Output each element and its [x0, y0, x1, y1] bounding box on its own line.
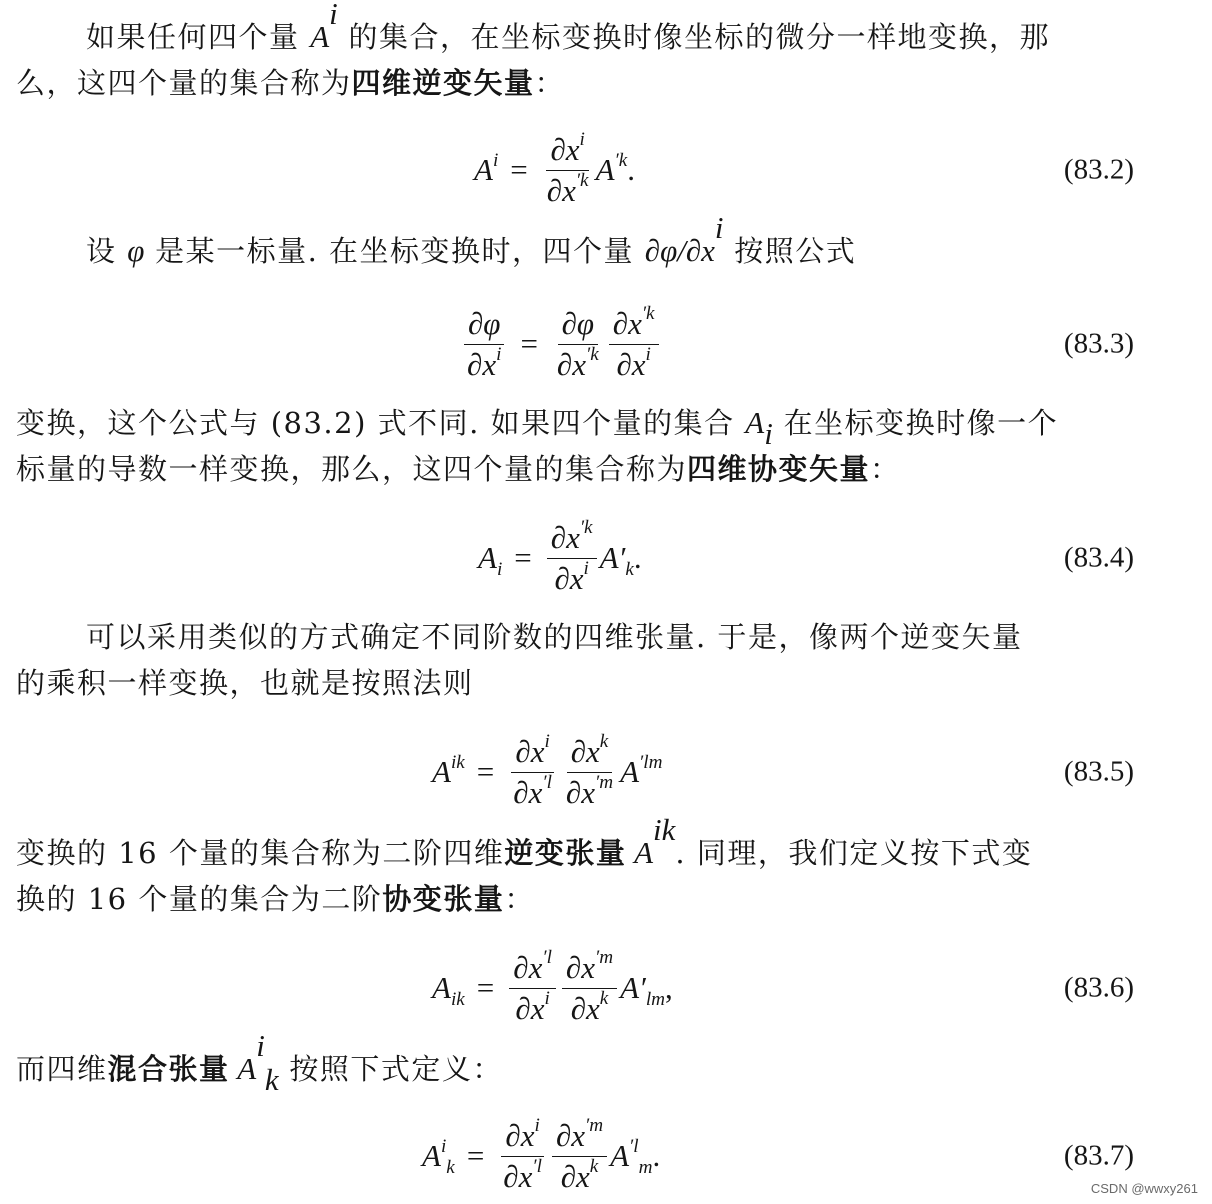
term-mixed-tensor: 混合张量	[107, 1052, 230, 1086]
paragraph-contravariant-vector	[16, 0, 1136, 106]
text-line: 么，这四个量的集合称为四维逆变矢量：	[16, 66, 566, 100]
equation-number: (83.4)	[1063, 541, 1134, 574]
equation-83-5: $A^{ik}$ = $\frac{\partial x^i}{\partial x^{'l}}$ $\frac{\partial x^k}{\partial x^{'m}}$ $A^{'lm}$ (83.5)	[432, 731, 1134, 810]
equation-83-7: $A^i_k$ = $\frac{\partial x^i}{\partial x^{'l}}$ $\frac{\partial x^{'m}}{\partial x^k}$ $A^{'l}_m$ . (83.7)	[422, 1115, 1134, 1194]
equation-number: (83.2)	[1063, 153, 1134, 186]
text-line: 变换，这个公式与 (83.2) 式不同. 如果四个量的集合 $A_i$ 在坐标变换时像一个	[16, 405, 1059, 451]
text-line: 的乘积一样变换，也就是按照法则	[16, 666, 474, 700]
text-line: 可以采用类似的方式确定不同阶数的四维张量. 于是，像两个逆变矢量	[86, 620, 1023, 654]
text-line: 标量的导数一样变换，那么，这四个量的集合称为四维协变矢量：	[16, 452, 901, 486]
equation-number: (83.7)	[1063, 1139, 1134, 1172]
text-line: 如果任何四个量 $A^i$ 的集合，在坐标变换时像坐标的微分一样地变换，那	[86, 0, 1051, 54]
equation-83-3: $\frac{\partial\varphi}{\partial x^i}$ = $\frac{\partial\varphi}{\partial x^{'k}}$ $\frac{\partial x^{'k}}{\partial x^i}$ (83.3)	[0, 302, 1212, 386]
paragraph-mixed-tensor	[16, 1027, 1136, 1097]
equation-83-4: $A_i$ = $\frac{\partial x^{'k}}{\partial x^i}$ $A'_k$ . (83.4)	[478, 517, 1134, 596]
text-line: 设 φ 是某一标量. 在坐标变换时，四个量 $\partial\varphi/\partial x^i$ 按照公式	[86, 209, 857, 268]
equation-number: (83.6)	[1063, 971, 1134, 1004]
term-contravariant-vector: 四维逆变矢量	[351, 66, 535, 100]
paragraph-covariant-vector	[16, 400, 1136, 492]
equation-number: (83.3)	[1063, 327, 1134, 360]
equation-number: (83.5)	[1063, 755, 1134, 788]
paragraph-scalar	[16, 209, 1136, 274]
text-line: 变换的 16 个量的集合称为二阶四维逆变张量 $A^{ik}$. 同理，我们定义按下式变	[16, 811, 1033, 870]
paragraph-second-rank-tensors	[16, 811, 1136, 922]
term-covariant-tensor: 协变张量	[382, 882, 505, 916]
text-line: 换的 16 个量的集合为二阶协变张量：	[16, 882, 535, 916]
watermark: CSDN @wwxy261	[1090, 1181, 1198, 1196]
text-line: 而四维混合张量 $A^i_k$ 按照下式定义：	[16, 1027, 503, 1097]
equation-83-2: $A^i$ = $\frac{\partial x^i}{\partial x^{'k}}$ $A^{'k}$ . (83.2)	[474, 129, 1134, 208]
term-contravariant-tensor: 逆变张量	[504, 836, 627, 870]
equation-83-6: $A_{ik}$ = $\frac{\partial x^{'l}}{\partial x^i}$ $\frac{\partial x^{'m}}{\partial x^k}$ $A'_{lm}$ , (83.6)	[432, 947, 1134, 1026]
term-covariant-vector: 四维协变矢量	[687, 452, 871, 486]
paragraph-tensor-intro	[16, 614, 1136, 706]
